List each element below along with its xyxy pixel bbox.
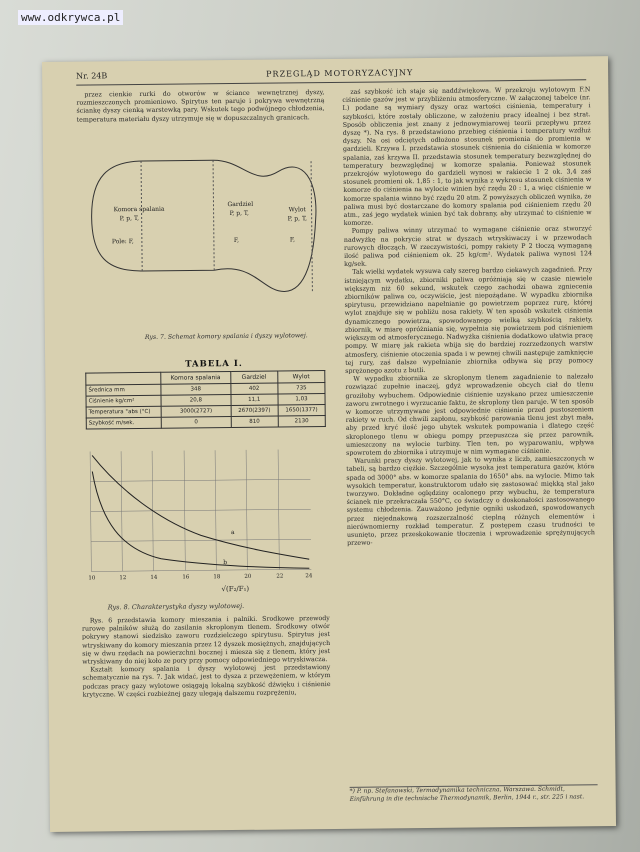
x-tick-label: 10 [88, 575, 96, 582]
journal-title: PRZEGLĄD MOTORYZACYJNY [266, 68, 414, 79]
x-tick-label: 16 [182, 574, 190, 581]
table-cell: 735 [278, 383, 325, 394]
page-header [76, 66, 586, 85]
left-top-text [76, 89, 325, 142]
x-tick-label: 22 [276, 573, 284, 580]
table-cell: 20,8 [161, 395, 231, 407]
table-header-cell [86, 372, 161, 385]
paragraph: Warunki pracy dyszy wylotowej, jak to wynika z liczb, zamieszczonych w tabeli, są bardzo ciężkie. Szczególnie wysoka jest temperatura gazów, która spada od 3000° abs. w komorze spalania do 1650° abs. na wylocie. Mimo tak wysokich temperatur, konstruktorom udało się zastosować miękką stal jako tworzywo. Dokładne oględziny ocalonego przy wybuchu, że temperatura ścianek nie przekraczała 550°C, co świadczy o doskonałości zastosowanego systemu chłodzenia. Zauważono jedynie ogniki uskodzeń, spowodowanych przez niejednakową rozszerzalność cieplną różnych elementów i nierównomierny rozkład temperatur. Z postępem czasu trudności te usunięto, przez przeskokowanie tłoczenia i wprowadzenie sprężynujących przewo- [346, 455, 595, 548]
table-header-cell: Gardziel [230, 371, 277, 383]
curve-label-b: b [223, 559, 228, 567]
figure-8-chart [80, 439, 332, 604]
grid-line [90, 479, 310, 481]
table-cell: Temperatura °abs (°C) [86, 406, 161, 418]
curve-label-a: a [230, 529, 235, 537]
paragraph: Rys. 6 przedstawia komory mieszania i palniki. Środkowe przewody rurowe palników służą do zasilania skroplonym tlenem. Środkowy otwór pokrywy stanowi siedzisko zaworu rozdzielczego spirytusu. Spirytus jest wtryskiwany do komory mieszania przez 12 dyszek mosiężnych, znajdujących się w dwu rzędach na powierzchni bocznej i miesza się z tlenem, który jest wtryskiwany do niej koło ze pory przy pomocy odpowiedniego wtryskiwacza. [81, 615, 331, 666]
table-row [86, 416, 325, 430]
label-pole: Pole: F, [111, 238, 134, 246]
table-header-cell: Komora spalania [161, 372, 231, 385]
paragraph: przez cienkie rurki do otworów w ściance wewnętrznej dyszy, rozmieszczonych promieniowo. Spirytus ten paruje i pokrywa wewnętrzną ściankę dyszy cienką warstewką pary. Wskutek tego podwójnego chłodzenia, temperatura materiału dyszy utrzymuje się w dopuszczalnych granicach. [76, 89, 325, 124]
figure-8-caption: Rys. 8. Charakterystyka dyszy wylotowej. [107, 601, 245, 612]
label-p3: P, p, T, [287, 215, 308, 223]
table-cell: 1650(1377) [278, 405, 325, 416]
paragraph: Kształt komory spalania i dyszy wylotowej jest przedstawiony schematycznie na rys. 7. Jak widać, jest to dysza z przewężeniem, w którym podczas pracy gazy wylotowe osiągają lokalną szybkość dźwięku i ciśnienie krytyczne. W części rozbieżnej gazy ulegają dalszemu rozprężeniu, [82, 664, 331, 699]
paragraph: W wypadku zbiornika ze skroplonym tlenem zagadnienie to nalezało rozwiązać zupełnie inaczej, gdyż wprowadzenie obcych ciał do tlenu groziłoby wybuchem. Odpowiednie ciśnienie uzyskano przez umieszczenie zaworu zwrotnego i wyrzucanie faktu, że skroplony tlen paruje. W ten sposób w komorze utrzymywane jest odpowiednie ciśnienie przed pustoszeniem rakiety w ruch. Od chwili zapłonu, szybkość parowania tlenu jest zbyt mała, aby przed kryć ilość jego ubytek wskutek pompowania i dlatego część skroplonego tlenu w obiegu pompy przepuszcza się przez parownik, umieszczony na wylocie turbiny. Tlen ten, po wyparowaniu, wpływa spowrotem do zbiornika i utrzymuje w nim wymagane ciśnienie. [345, 373, 595, 457]
chart-grid [90, 449, 311, 571]
left-bottom-text [82, 615, 332, 818]
section-line [141, 161, 142, 271]
table-cell: 1,03 [278, 394, 325, 405]
table-cell: Średnica mm [86, 384, 161, 396]
label-p1: P, p, T, [119, 214, 140, 223]
x-tick-label: 18 [213, 574, 221, 581]
footnote: *) P. np. Stefanowski, Termodynamika techniczna, Warszawa. Schmidt, Einführung in die technische Thermodynamik, Berlin, 1944 r., str. 225 i nast. [350, 784, 598, 804]
x-tick-label: 24 [305, 573, 313, 580]
paragraph: Pompy paliwa winny utrzymać to wymagane ciśnienie oraz stworzyć nadwyżkę na pokrycie strat w dyszach wtryskiwaczy i w przewodach rurowych dłocząch. W rzeczywistości, pompy rakiety P 2 tłoczą wymaganą ilość paliwa pod ciśnieniem ok. 25 kg/cm². Wydatek paliwa wynosi 124 kg/sek. [343, 225, 593, 269]
table-cell: 810 [231, 416, 278, 427]
table-cell: Szybkość m/sek. [86, 417, 161, 429]
label-f3: F, [289, 236, 296, 244]
label-f2: F, [233, 236, 240, 245]
magazine-page [42, 56, 616, 832]
curve-a [92, 453, 309, 561]
table-cell: 3000(2727) [161, 406, 231, 418]
figure-7-nozzle-diagram [83, 141, 325, 344]
x-tick-label: 12 [119, 575, 127, 582]
table-cell: 348 [161, 384, 231, 396]
watermark: www.odkrywca.pl [18, 10, 123, 25]
label-chamber: Komora spalania [113, 205, 165, 214]
curve-b [92, 469, 309, 570]
x-axis-label: √(F₂/F₁) [221, 584, 250, 594]
table-title: TABELA I. [185, 358, 243, 370]
label-wylot: Wylot [288, 206, 306, 214]
data-table [85, 370, 326, 430]
x-tick-labels [88, 573, 313, 581]
table-cell: 2130 [278, 416, 325, 427]
label-gardziel: Gardziel [227, 200, 254, 209]
x-axis-line [91, 569, 311, 571]
table-cell: 402 [230, 383, 277, 394]
nozzle-outline [91, 159, 317, 293]
section-line [213, 160, 214, 270]
right-column-text [342, 86, 597, 783]
x-tick-label: 14 [150, 574, 158, 581]
table-header-cell: Wylot [278, 371, 325, 383]
grid-line [91, 509, 311, 511]
label-p2: P, p, T, [229, 209, 249, 218]
table-cell: 0 [161, 417, 231, 429]
page-number: Nr. 24B [76, 71, 108, 81]
table-cell: 11,1 [231, 394, 278, 405]
table-cell: Ciśnienie kg/cm² [86, 395, 161, 407]
section-line [311, 161, 312, 291]
table-cell: 2670(2397) [231, 405, 278, 416]
paragraph: Tak wielki wydatek wysuwa cały szereg bardzo ciekawych zagadnień. Przy istniejącym wydatku, zbiorniki paliwa opróżniają się w czasie niewiele większym niż 60 sekund, wskutek czego zachodzi obawa zgniecenia zbiorników paliwa co, oczywiście, jest niepożądane. W wypadku zbiornika spirytusu, przewidziano napełnianie go powietrzem poprzez rurę, której wylot znajduje się w pobliżu nosa rakiety. W ten sposób wskutek ciśnienia dynamicznego powietrza, spowodowanego wielką szybkością rakiety, zbiornik, w miarę opróżniania się, wypełnia się powietrzem pod ciśnieniem większym od atmosferycznego. Nadwyżka ciśnienia dodatkowo ułatwia pracę pompy. W miarę jak rakieta wbija się do bardziej rozrzedzonych warstw atmosfery, ciśnienie otoczenia spada i w pewnej chwili następuje zamknięcie tej rury, zaś dalsze wypełnianie zbiornika odbywa się przy pomocy sprężonego azotu z butli. [344, 266, 594, 375]
x-tick-label: 20 [244, 573, 252, 580]
figure-7-caption: Rys. 7. Schemat komory spalania i dyszy wylotowej. [144, 332, 308, 341]
paragraph: zaś szybkość ich staje się naddźwiękowa. W przekroju wylotowym F.N ciśnienie gazów jest w przybliżeniu atmosferyczne. W załączonej tabelce (nr. I.) podane są wymiary dyszy oraz wartości ciśnienia, temperatury i szybkości, które zostały obliczone, w założeniu pracy idealnej i bez strat. Sposób obliczenia jest znany z jednowymiarowej teorii przepływu przez dyszę *). Na rys. 8 przedstawiono przebieg ciśnienia i temperatury wzdłuż dyszy. Na osi odciętych odłożono stosunek promienia do promienia w gardzieli. Krzywa I. przedstawia stosunek ciśnienia do ciśnienia w komorze spalania, zaś krzywa II. przedstawia stosunek temperatury bezwzględnej do temperatury bezwzględnej w komorze spalania. Ponieważ stosunek przekrojów wylotowego do gardzieli wynosi w rakiecie 1 2 ok. 3,4 zaś stosunek promieni ok. 1,85 : 1, to jak wynika z wykresu stosunek ciśnienia w komorze do ciśnienia na wylocie winien być rzędu 20 : 1, a więc ciśnienie w komorze spalania winno być rzędu 20 atm. Z powyższych obliczeń wynika, że paliwa musi być dostarczane do komory spalania pod ciśnieniem rzędu 20 atm., zaś jego wydatek winien być tak dobrany, aby utrzymać to ciśnienie w komorze. [342, 86, 592, 228]
